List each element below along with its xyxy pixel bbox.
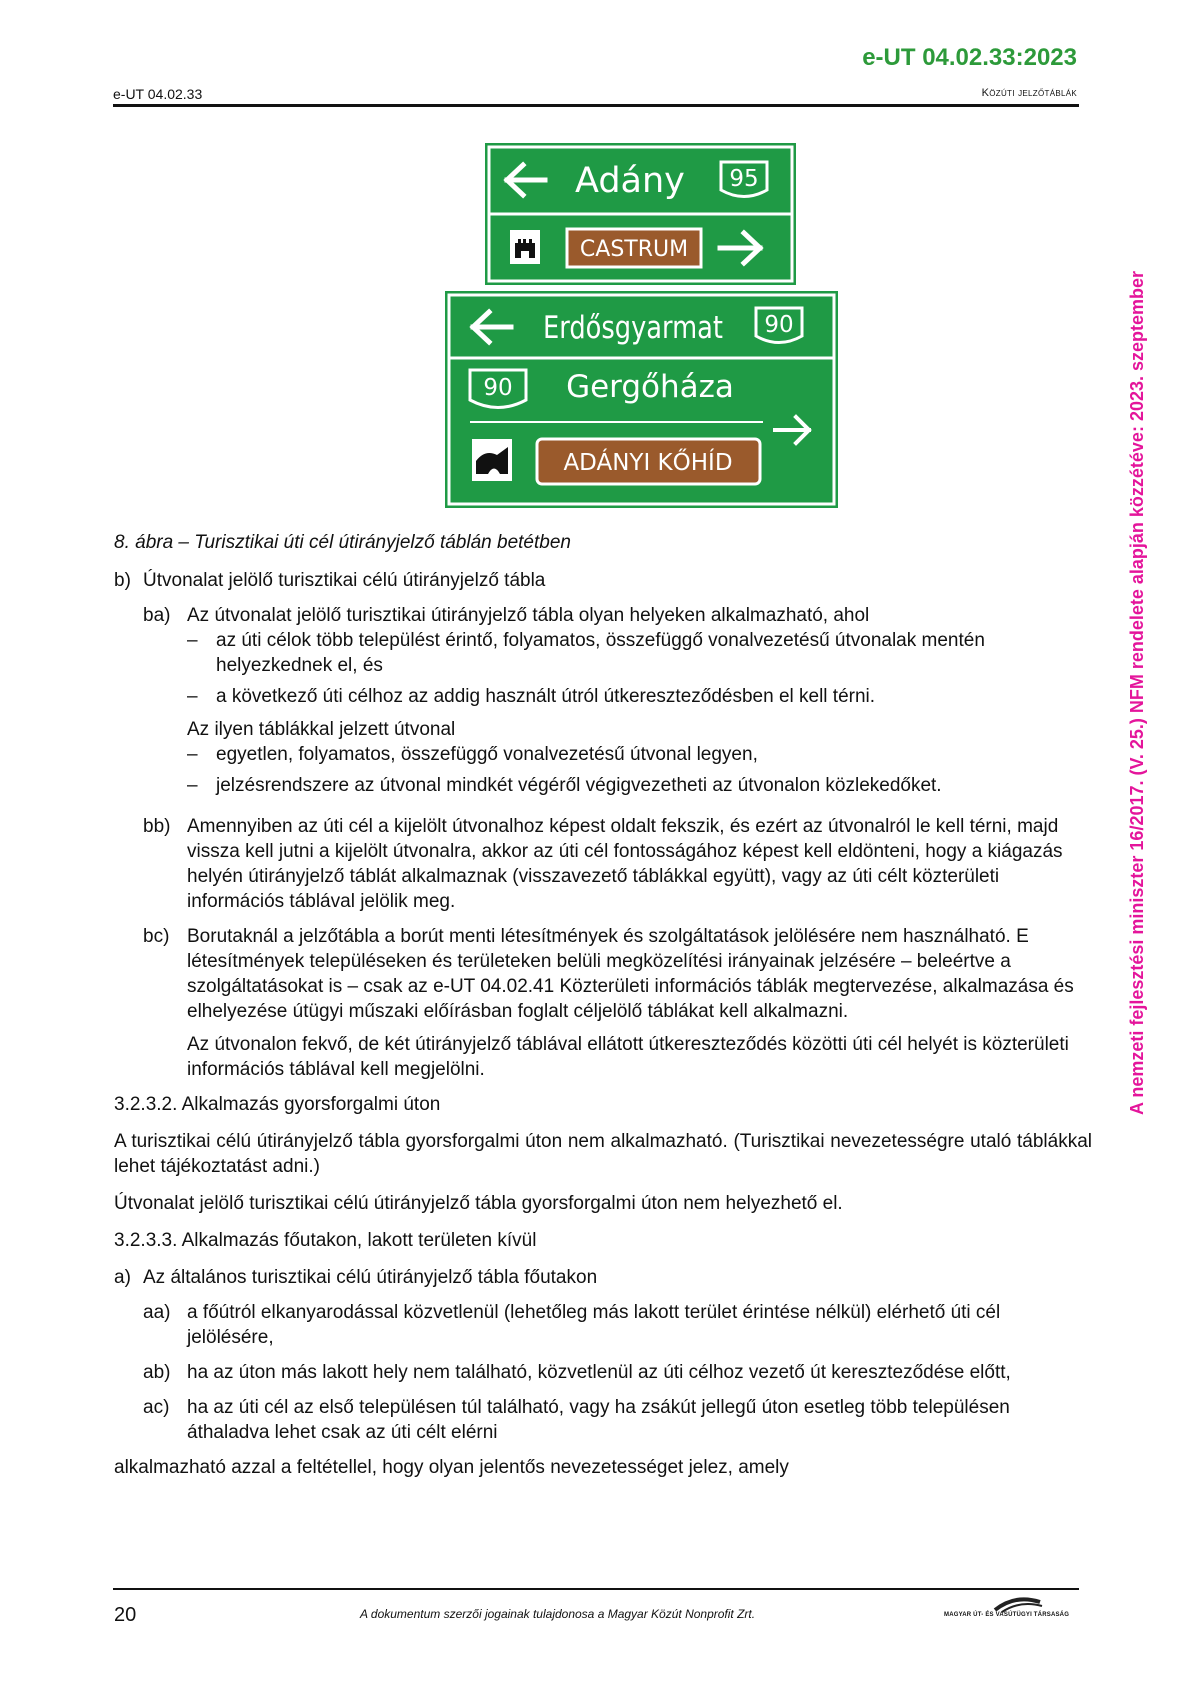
list-label: bc) [143, 926, 170, 947]
sign-2-route-number-2: 90 [483, 375, 513, 401]
list-text: Az útvonalon fekvő, de két útirányjelző táblával ellátott útkereszteződés közötti úti cél helyét is közterületi információs táblával kell megjelölni. [187, 1034, 1069, 1080]
section-heading: 3.2.3.3. Alkalmazás főutakon, lakott területen kívül [114, 1230, 537, 1251]
list-label: ac) [143, 1397, 170, 1418]
paragraph: alkalmazható azzal a feltétellel, hogy olyan jelentős nevezetességet jelez, amely [114, 1457, 789, 1478]
list-text: Az útvonalat jelölő turisztikai útirányjelző tábla olyan helyeken alkalmazható, ahol [187, 605, 870, 626]
list-text: Az ilyen táblákkal jelzett útvonal [187, 719, 456, 740]
sublist-b [114, 603, 1092, 1082]
list-text: a főútról elkanyarodással közvetlenül (lehetőleg más lakott terület érintése nélkül) elérhető úti cél jelölésére, [187, 1302, 1001, 1348]
castle-pictogram-icon [510, 230, 540, 264]
list-item-aa [143, 1300, 1092, 1350]
sign-2-destination-1: Erdősgyarmat [543, 310, 723, 346]
list-label: aa) [143, 1302, 171, 1323]
list-item-bb [143, 814, 1092, 914]
header-left-code: e-UT 04.02.33 [113, 86, 203, 102]
sign-1-destination: Adány [575, 161, 685, 201]
list-label: b) [114, 570, 131, 591]
list-text: Amennyiben az úti cél a kijelölt útvonalhoz képest oldalt fekszik, és ezért az útvonalról le kell térni, majd vissza kell jutni a kijelölt útvonalra, akkor az úti cél fontosságához képest kell eldönteni, hogy a kiágazás helyén útirányjelző táblát alkalmaznak (visszavezető táblákkal együtt), vagy az úti célt közterületi információs táblával jelölik meg. [187, 816, 1063, 912]
list-label: ab) [143, 1362, 171, 1383]
sign-2-tourist-label: ADÁNYI KŐHÍD [563, 450, 733, 476]
section-heading: 3.2.3.2. Alkalmazás gyorsforgalmi úton [114, 1094, 441, 1115]
footer-rule [113, 1588, 1079, 1590]
page-number: 20 [114, 1604, 137, 1626]
association-logo-text: MAGYAR ÚT- ÉS VASÚTÜGYI TÁRSASÁG [944, 1612, 1070, 1618]
list-item-b [114, 568, 1092, 593]
list-text: Borutaknál a jelzőtábla a borút menti létesítmények és szolgáltatások jelölésére nem használható. E létesítmények településeken és területeken belüli megközelítési irányainak jelzésére – beleértve a szolgáltatásokat is – csak az e-UT 04.02.41 Közterületi információs táblák megtervezése, alkalmazása és elhelyezése útügyi műszaki előírásban foglalt céljelölő táblákat kell alkalmazni. [187, 926, 1074, 1022]
list-label: ba) [143, 605, 171, 626]
sign-2-destination-2: Gergőháza [566, 369, 734, 405]
tourist-direction-sign-1 [485, 143, 796, 285]
list-label: a) [114, 1267, 131, 1288]
sign-2-route-number-1: 90 [764, 312, 794, 338]
list-item-a [114, 1265, 1092, 1290]
sublist-a [114, 1300, 1092, 1445]
tourist-direction-sign-2 [445, 291, 838, 508]
paragraph: A turisztikai célú útirányjelző tábla gyorsforgalmi úton nem alkalmazható. (Turisztikai nevezetességre utaló táblákkal lehet tájékoztatást adni.) [114, 1131, 1092, 1177]
list-text: Az általános turisztikai célú útirányjelző tábla főutakon [143, 1267, 598, 1288]
header-rule [113, 104, 1079, 107]
dash-list [187, 628, 1092, 709]
list-item: – az úti célok több települést érintő, folyamatos, összefüggő vonalvezetésű útvonalak mentén helyezkednek el, és [187, 630, 985, 676]
stone-bridge-pictogram-icon [472, 439, 512, 481]
paragraph: Útvonalat jelölő turisztikai célú útirányjelző tábla gyorsforgalmi úton nem helyezhető el. [114, 1193, 843, 1214]
list-item: – jelzésrendszere az útvonal mindkét végéről végigvezetheti az útvonalon közlekedőket. [187, 775, 942, 796]
list-item-ba [143, 603, 1092, 804]
main-content [114, 530, 1092, 1480]
list-item: – egyetlen, folyamatos, összefüggő vonalvezetésű útvonal legyen, [187, 744, 758, 765]
copyright-notice: A dokumentum szerzői jogainak tulajdonosa a Magyar Közút Nonprofit Zrt. [360, 1607, 756, 1621]
list-item-bc [143, 924, 1092, 1082]
dash-list [187, 742, 1092, 798]
figure-caption: 8. ábra – Turisztikai úti cél útirányjelző táblán betétben [114, 532, 571, 553]
sign-1-tourist-label: CASTRUM [579, 237, 689, 262]
sign-1-route-number: 95 [729, 166, 759, 192]
list-text: Útvonalat jelölő turisztikai célú útirányjelző tábla [143, 570, 546, 591]
publication-side-note: A nemzeti fejlesztési miniszter 16/2017. (V. 25.) NFM rendelete alapján közzétéve: 2023. szeptember [1127, 270, 1147, 1115]
header-section-title: Közúti jelzőtáblák [981, 87, 1077, 99]
list-label: bb) [143, 816, 171, 837]
list-item: – a következő úti célhoz az addig használt útról útkereszteződésben el kell térni. [187, 686, 876, 707]
list-item-ab [143, 1360, 1092, 1385]
document-code: e-UT 04.02.33:2023 [862, 44, 1077, 71]
list-item-ac [143, 1395, 1092, 1445]
list-text: ha az úti cél az első településen túl található, vagy ha zsákút jellegű úton esetleg több településen áthaladva lehet csak az úti célt elérni [187, 1397, 1010, 1443]
list-text: ha az úton más lakott hely nem található, közvetlenül az úti célhoz vezető út kereszteződése előtt, [187, 1362, 1011, 1383]
association-logo-icon [940, 1592, 1080, 1628]
